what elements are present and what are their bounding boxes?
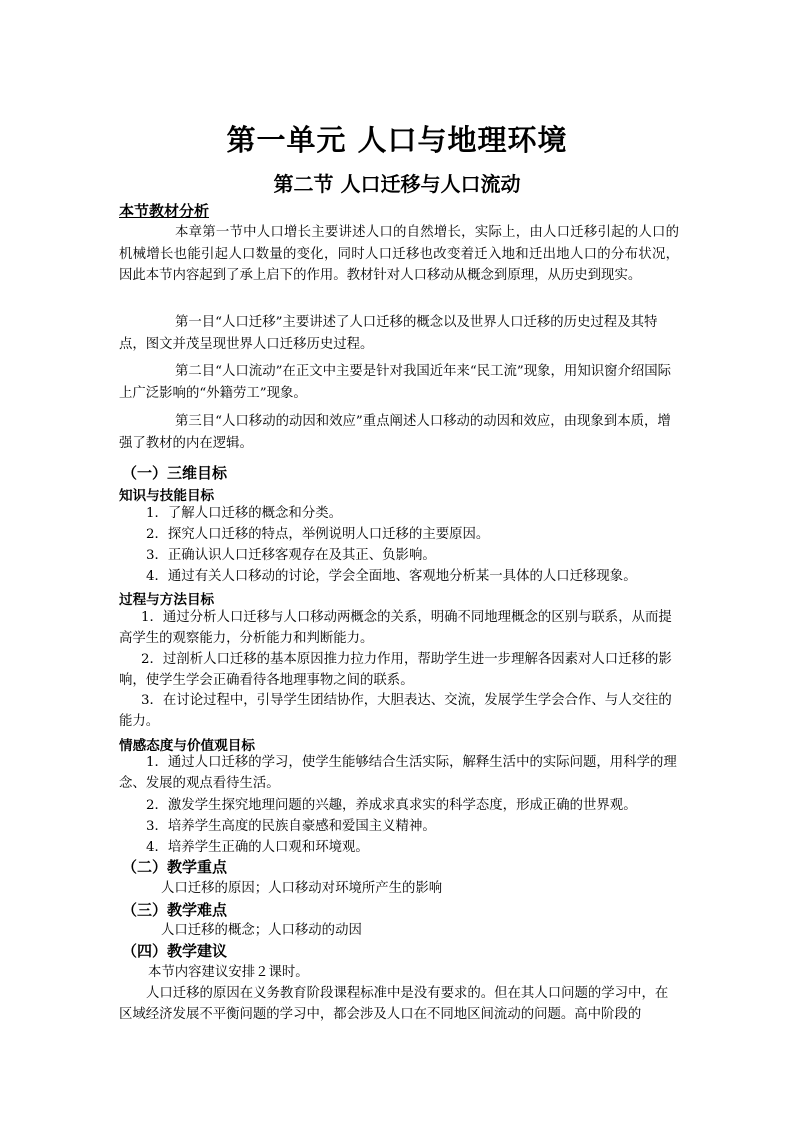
difficulties-text: 人口迁移的概念；人口移动的动因 [161,923,362,938]
analysis-paragraph-4: 第三目“人口移动的动因和效应”重点阐述人口移动的动因和效应，由现象到本质，增强了教材的内在逻辑。 [119,414,671,451]
emotion-goal-item: 1．通过人口迁移的学习，使学生能够结合生活实际，解释生活中的实际问题，用科学的理念、发展的观点看待生活。 [119,755,677,791]
analysis-heading: 本节教材分析 [119,202,210,220]
knowledge-goal-item: 3．正确认识人口迁移客观存在及其正、负影响。 [146,548,436,563]
emotion-goal-item: 2．激发学生探究地理问题的兴趣，养成求真求实的科学态度，形成正确的世界观。 [146,798,637,813]
analysis-paragraph-3: 第二目“人口流动”在正文中主要是针对我国近年来“民工流”现象，用知识窗介绍国际上广泛影响的“外籍劳工”现象。 [119,364,672,401]
emotion-goal-item: 3．培养学生高度的民族自豪感和爱国主义精神。 [146,819,436,834]
knowledge-goal-item: 2．探究人口迁移的特点，举例说明人口迁移的主要原因。 [146,527,490,542]
analysis-paragraph-2: 第一目“人口迁移”主要讲述了人口迁移的概念以及世界人口迁移的历史过程及其特点，图文并茂呈现世界人口迁移历史过程。 [119,315,658,352]
process-goal-item: 3．在讨论过程中，引导学生团结协作，大胆表达、交流，发展学生学会合作、与人交往的能力。 [119,693,672,729]
analysis-paragraph-1: 本章第一节中人口增长主要讲述人口的自然增长，实际上，由人口迁移引起的人口的机械增长也能引起人口数量的变化，同时人口迁移也改变着迁入地和迁出地人口的分布状况，因此本节内容起到了承上启下的作用。教材针对人口移动从概念到原理，从历史到现实。 [119,225,679,283]
key-points-text: 人口迁移的原因；人口移动对环境所产生的影响 [161,881,443,896]
goals-heading: （一）三维目标 [122,464,228,482]
section-title: 第二节 人口迁移与人口流动 [273,172,521,196]
emotion-goals-heading: 情感态度与价值观目标 [119,738,255,754]
suggestions-heading: （四）教学建议 [122,942,228,960]
suggestions-line-1: 本节内容建议安排２课时。 [148,965,309,980]
process-goal-item: 1．通过分析人口迁移与人口移动两概念的关系，明确不同地理概念的区别与联系，从而提高学生的观察能力，分析能力和判断能力。 [119,610,672,646]
process-goals-heading: 过程与方法目标 [119,592,215,608]
difficulties-heading: （三）教学难点 [122,901,228,919]
knowledge-goals-heading: 知识与技能目标 [119,488,215,504]
knowledge-goal-item: 4．通过有关人口移动的讨论，学会全面地、客观地分析某一具体的人口迁移现象。 [146,569,637,584]
process-goal-item: 2．过剖析人口迁移的基本原因推力拉力作用，帮助学生进一步理解各因素对人口迁移的影响，使学生学会正确看待各地理事物之间的联系。 [119,652,672,688]
suggestions-paragraph: 人口迁移的原因在义务教育阶段课程标准中是没有要求的。但在其人口问题的学习中，在区域经济发展不平衡问题的学习中，都会涉及人口在不同地区间流动的问题。高中阶段的 [119,986,669,1022]
unit-title: 第一单元 人口与地理环境 [226,123,568,157]
emotion-goal-item: 4．培养学生正确的人口观和环境观。 [146,840,369,855]
key-points-heading: （二）教学重点 [122,858,228,876]
knowledge-goal-item: 1．了解人口迁移的概念和分类。 [146,506,342,521]
